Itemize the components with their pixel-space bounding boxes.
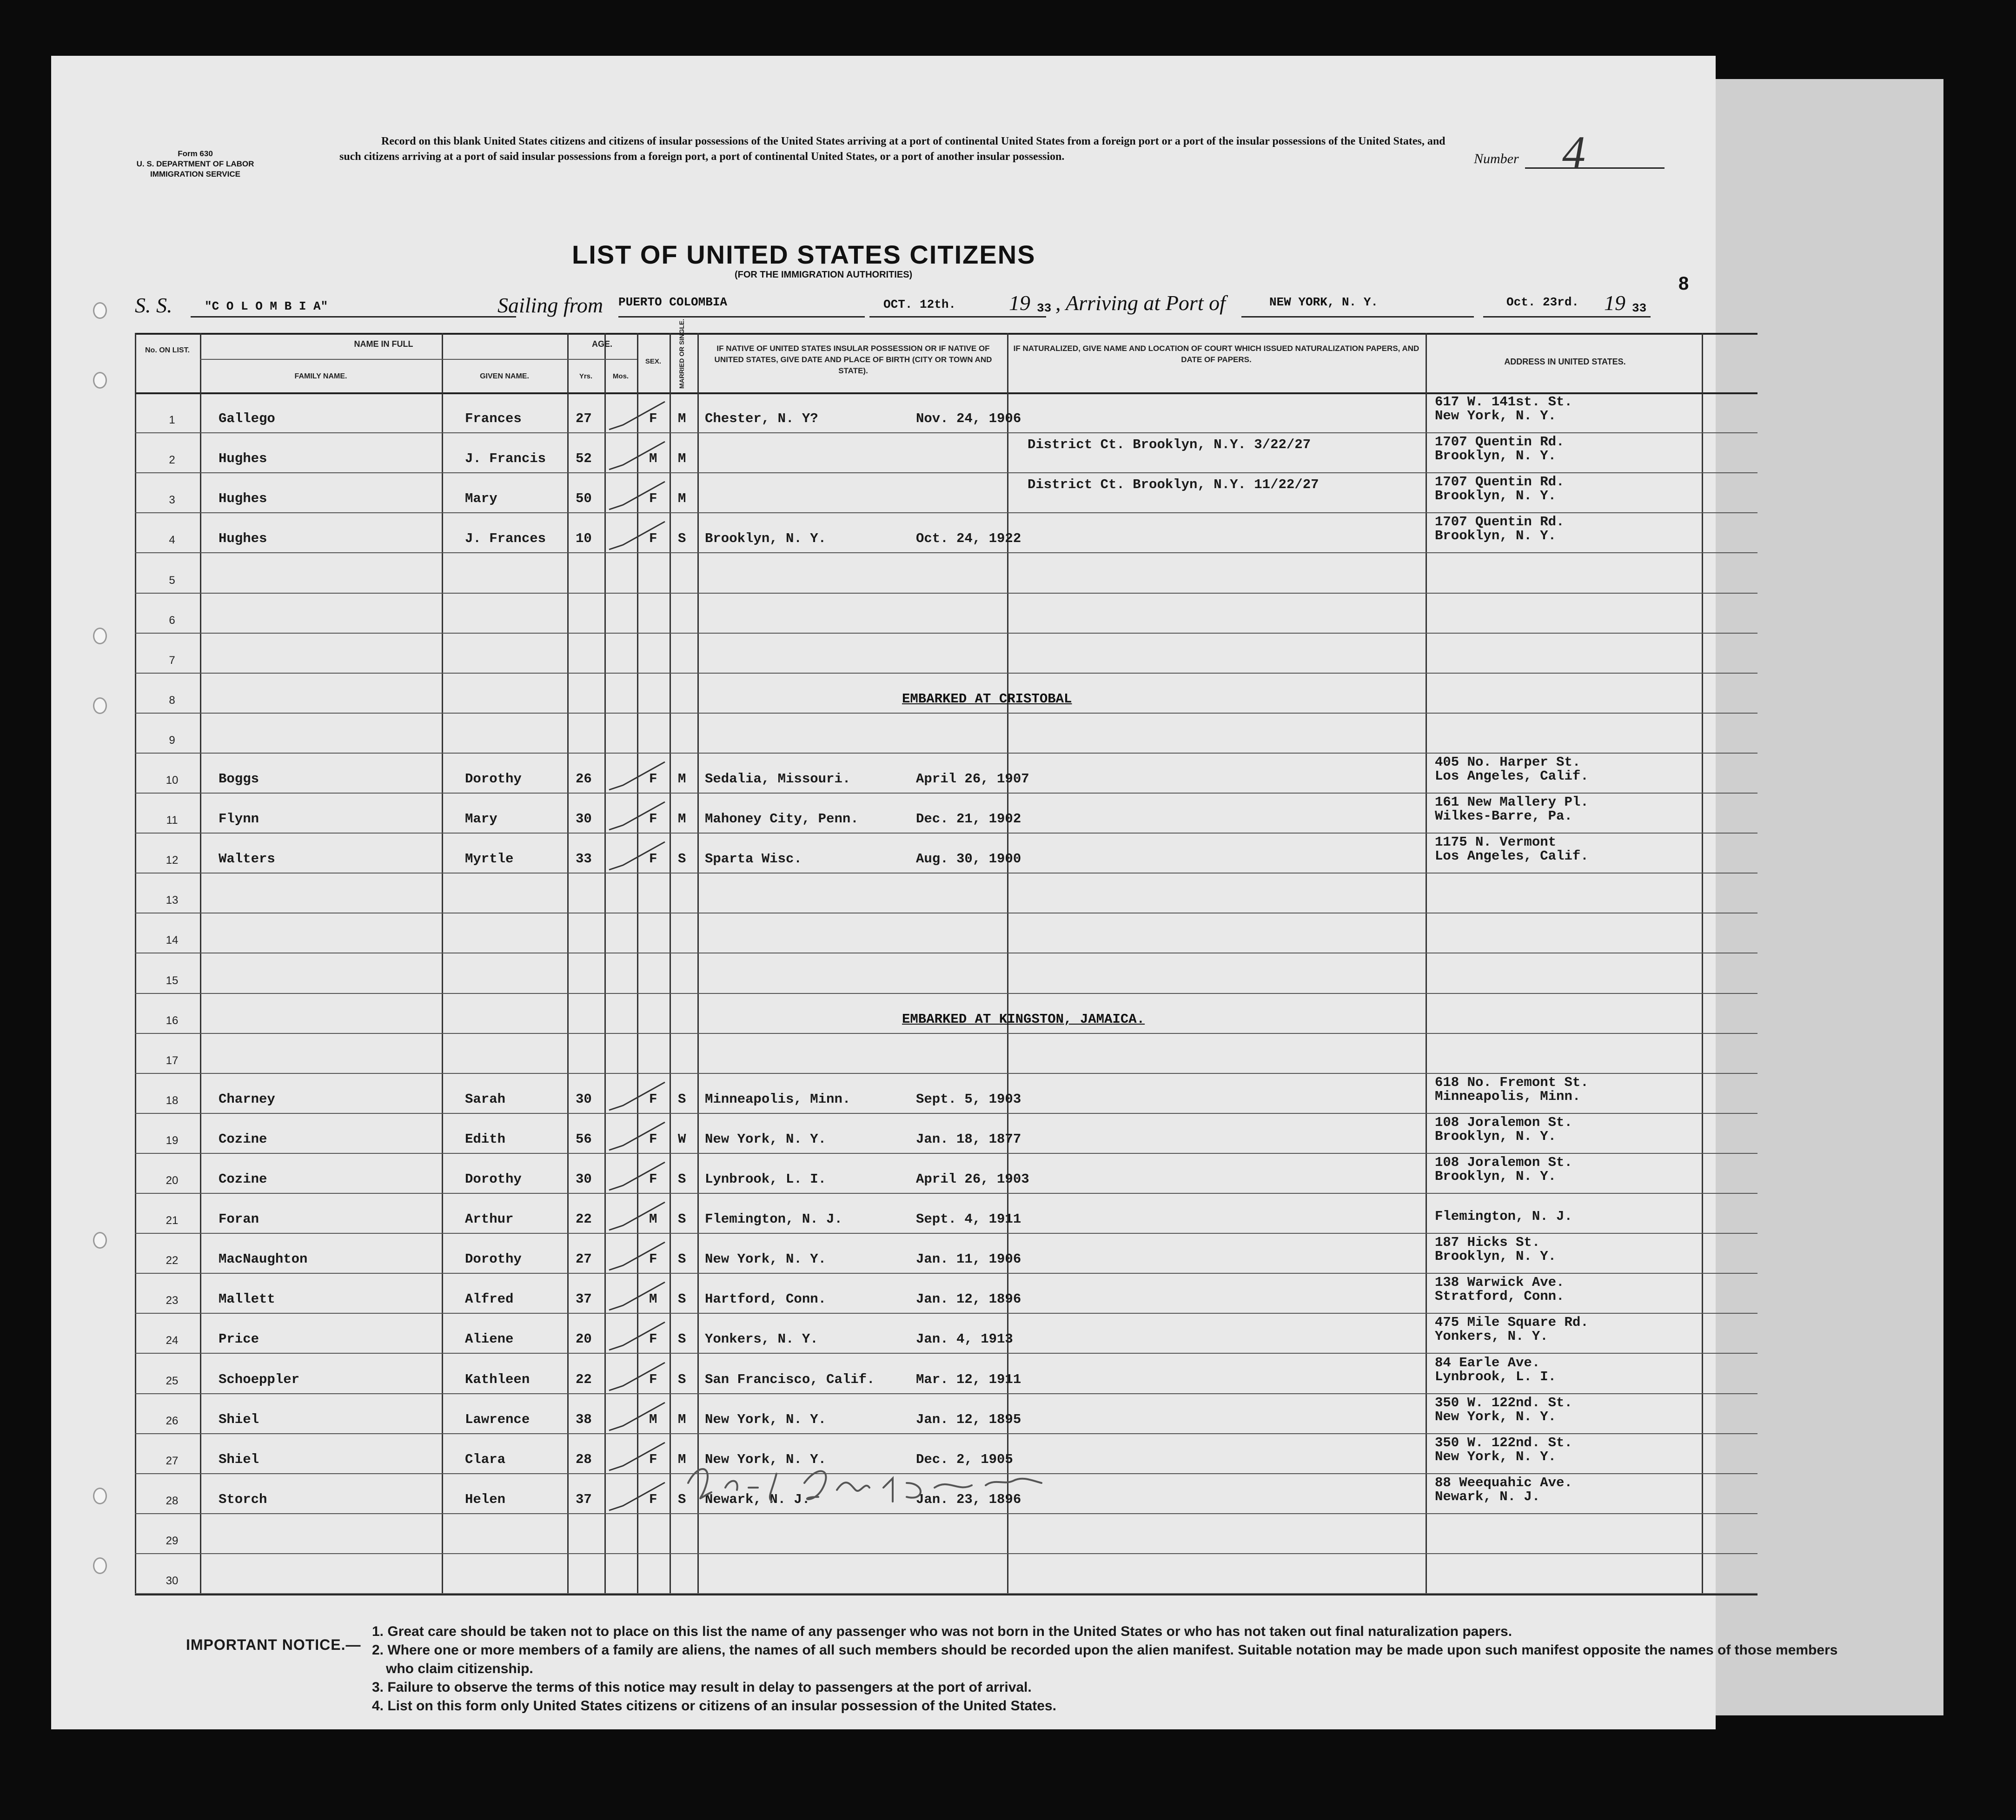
row-number: 24 bbox=[166, 1334, 179, 1347]
birth-date-cell: Jan. 23, 1896 bbox=[916, 1491, 1021, 1507]
birth-date-cell: Jan. 12, 1896 bbox=[916, 1291, 1021, 1307]
inspector-check-mark bbox=[604, 1238, 670, 1275]
marital-status-cell: S bbox=[678, 1291, 686, 1307]
birth-place-cell: New York, N. Y. bbox=[705, 1131, 827, 1147]
row-number: 2 bbox=[169, 454, 175, 467]
age-cell: 26 bbox=[576, 771, 592, 787]
inspector-check-mark bbox=[604, 437, 670, 474]
age-cell: 30 bbox=[576, 1091, 592, 1107]
marital-status-cell: S bbox=[678, 531, 686, 547]
age-cell: 22 bbox=[576, 1211, 592, 1227]
age-cell: 10 bbox=[576, 531, 592, 547]
row-number: 1 bbox=[169, 414, 175, 427]
address-line-2-cell: Brooklyn, N. Y. bbox=[1435, 1128, 1557, 1144]
birth-place-cell: Lynbrook, L. I. bbox=[705, 1171, 827, 1187]
col-given-name: GIVEN NAME. bbox=[480, 372, 529, 380]
marital-status-cell: S bbox=[678, 1251, 686, 1267]
sex-cell: F bbox=[649, 1371, 657, 1387]
family-name-cell: Cozine bbox=[219, 1171, 267, 1187]
given-name-cell: Myrtle bbox=[465, 851, 514, 867]
address-line-1-cell: 618 No. Fremont St. bbox=[1435, 1074, 1589, 1090]
address-line-2-cell: Wilkes-Barre, Pa. bbox=[1435, 808, 1572, 824]
family-name-cell: Shiel bbox=[219, 1411, 259, 1427]
address-line-1-cell: 350 W. 122nd. St. bbox=[1435, 1395, 1572, 1410]
address-line-2-cell: Newark, N. J. bbox=[1435, 1489, 1540, 1504]
service-name: IMMIGRATION SERVICE bbox=[150, 170, 240, 179]
birth-date-cell: April 26, 1903 bbox=[916, 1171, 1029, 1187]
naturalization-cell: District Ct. Brooklyn, N.Y. 3/22/27 bbox=[1028, 437, 1311, 453]
family-name-cell: Hughes bbox=[219, 451, 267, 467]
row-number: 4 bbox=[169, 534, 175, 547]
marital-status-cell: S bbox=[678, 1331, 686, 1347]
ship-name: "C O L O M B I A" bbox=[205, 299, 328, 313]
birth-date-cell: Jan. 12, 1895 bbox=[916, 1411, 1021, 1427]
inspector-signature bbox=[683, 1455, 1065, 1506]
address-line-2-cell: Brooklyn, N. Y. bbox=[1435, 1249, 1557, 1264]
age-cell: 50 bbox=[576, 491, 592, 507]
manifest-page bbox=[51, 56, 1838, 1729]
birth-date-cell: Sept. 4, 1911 bbox=[916, 1211, 1021, 1227]
age-cell: 22 bbox=[576, 1371, 592, 1387]
age-cell: 37 bbox=[576, 1491, 592, 1507]
address-line-1-cell: 108 Joralemon St. bbox=[1435, 1114, 1572, 1130]
arrival-year-prefix: 19 bbox=[1604, 291, 1625, 315]
given-name-cell: Dorothy bbox=[465, 771, 522, 787]
marital-status-cell: M bbox=[678, 411, 686, 427]
binder-hole bbox=[93, 697, 107, 714]
address-line-1-cell: 350 W. 122nd. St. bbox=[1435, 1435, 1572, 1450]
inspector-check-mark bbox=[604, 1198, 670, 1235]
given-name-cell: Dorothy bbox=[465, 1171, 522, 1187]
binder-hole bbox=[93, 302, 107, 319]
row-number: 7 bbox=[169, 654, 175, 667]
page-title: LIST OF UNITED STATES CITIZENS bbox=[572, 240, 1036, 269]
family-name-cell: Price bbox=[219, 1331, 259, 1347]
birth-place-cell: Hartford, Conn. bbox=[705, 1291, 827, 1307]
sailing-port: PUERTO COLOMBIA bbox=[618, 295, 728, 309]
family-name-cell: Shiel bbox=[219, 1451, 259, 1467]
given-name-cell: Aliene bbox=[465, 1331, 514, 1347]
form-number: Form 630 bbox=[178, 149, 213, 158]
sailing-year-prefix: 19 bbox=[1009, 291, 1030, 315]
address-line-2-cell: New York, N. Y. bbox=[1435, 1409, 1557, 1424]
sex-cell: F bbox=[649, 1251, 657, 1267]
birth-place-cell: New York, N. Y. bbox=[705, 1451, 827, 1467]
given-name-cell: J. Frances bbox=[465, 531, 546, 547]
given-name-cell: Sarah bbox=[465, 1091, 506, 1107]
sex-cell: F bbox=[649, 1091, 657, 1107]
notice-item-2: 2. Where one or more members of a family are aliens, the names of all such members should be recorded upon the alien manifest. Suitable notation may be made upon such manifest opposite the names of those members who claim citizenship. bbox=[372, 1642, 1838, 1676]
sex-cell: F bbox=[649, 1451, 657, 1467]
row-number: 29 bbox=[166, 1534, 179, 1547]
address-line-2-cell: Los Angeles, Calif. bbox=[1435, 848, 1589, 864]
row-number: 3 bbox=[169, 494, 175, 507]
age-cell: 52 bbox=[576, 451, 592, 467]
inspector-check-mark bbox=[604, 1078, 670, 1115]
address-line-2-cell: Flemington, N. J. bbox=[1435, 1209, 1572, 1224]
birth-date-cell: Mar. 12, 1911 bbox=[916, 1371, 1021, 1387]
birth-date-cell: Oct. 24, 1922 bbox=[916, 531, 1021, 547]
given-name-cell: Edith bbox=[465, 1131, 506, 1147]
birth-place-cell: Yonkers, N. Y. bbox=[705, 1331, 818, 1347]
naturalization-cell: District Ct. Brooklyn, N.Y. 11/22/27 bbox=[1028, 477, 1319, 493]
birth-place-cell: Chester, N. Y? bbox=[705, 411, 818, 427]
row-number: 27 bbox=[166, 1454, 179, 1467]
row-number: 5 bbox=[169, 574, 175, 587]
birth-date-cell: Aug. 30, 1900 bbox=[916, 851, 1021, 867]
address-line-2-cell: New York, N. Y. bbox=[1435, 1449, 1557, 1464]
col-birth: IF NATIVE OF UNITED STATES INSULAR POSSESSION OR IF NATIVE OF UNITED STATES, GIVE DATE AND PLACE OF BIRTH (CITY OR TOWN AND STATE). bbox=[714, 344, 992, 375]
section-heading: EMBARKED AT CRISTOBAL bbox=[902, 691, 1072, 707]
birth-place-cell: Sedalia, Missouri. bbox=[705, 771, 851, 787]
inspector-check-mark bbox=[604, 1438, 670, 1475]
sex-cell: F bbox=[649, 1491, 657, 1507]
birth-place-cell: Sparta Wisc. bbox=[705, 851, 802, 867]
row-number: 12 bbox=[166, 854, 179, 867]
row-number: 19 bbox=[166, 1134, 179, 1147]
address-line-1-cell: 1175 N. Vermont bbox=[1435, 834, 1557, 850]
age-cell: 30 bbox=[576, 1171, 592, 1187]
marital-status-cell: M bbox=[678, 771, 686, 787]
row-number: 9 bbox=[169, 734, 175, 747]
number-label: Number bbox=[1474, 151, 1519, 166]
sex-cell: F bbox=[649, 411, 657, 427]
family-name-cell: Flynn bbox=[219, 811, 259, 827]
address-line-1-cell: 475 Mile Square Rd. bbox=[1435, 1315, 1589, 1330]
age-cell: 30 bbox=[576, 811, 592, 827]
marital-status-cell: S bbox=[678, 1091, 686, 1107]
sex-cell: F bbox=[649, 851, 657, 867]
birth-place-cell: New York, N. Y. bbox=[705, 1411, 827, 1427]
address-line-1-cell: 138 Warwick Ave. bbox=[1435, 1275, 1565, 1291]
sex-cell: F bbox=[649, 1171, 657, 1187]
page-subtitle: (FOR THE IMMIGRATION AUTHORITIES) bbox=[735, 270, 913, 280]
row-number: 16 bbox=[166, 1014, 179, 1027]
sailing-date: OCT. 12th. bbox=[883, 298, 956, 311]
address-line-1-cell: 617 W. 141st. St. bbox=[1435, 394, 1572, 410]
given-name-cell: Alfred bbox=[465, 1291, 514, 1307]
marital-status-cell: M bbox=[678, 1411, 686, 1427]
address-line-1-cell: 88 Weequahic Ave. bbox=[1435, 1475, 1572, 1490]
row-number: 11 bbox=[166, 814, 178, 827]
inspector-check-mark bbox=[604, 1277, 670, 1315]
inspector-check-mark bbox=[604, 1317, 670, 1355]
address-line-2-cell: New York, N. Y. bbox=[1435, 408, 1557, 424]
family-name-cell: Hughes bbox=[219, 531, 267, 547]
row-number: 17 bbox=[166, 1054, 179, 1067]
address-line-1-cell: 161 New Mallery Pl. bbox=[1435, 794, 1589, 810]
col-sex: SEX. bbox=[645, 357, 662, 365]
notice-item-4: 4. List on this form only United States citizens or citizens of an insular possession of the United States. bbox=[372, 1698, 1056, 1714]
birth-date-cell: Nov. 24, 1906 bbox=[916, 411, 1021, 427]
sex-cell: F bbox=[649, 811, 657, 827]
marital-status-cell: M bbox=[678, 451, 686, 467]
row-number: 18 bbox=[166, 1094, 179, 1107]
marital-status-cell: S bbox=[678, 1491, 686, 1507]
address-line-2-cell: Stratford, Conn. bbox=[1435, 1289, 1565, 1304]
binder-hole bbox=[93, 1488, 107, 1504]
sex-cell: M bbox=[649, 1211, 657, 1227]
age-cell: 28 bbox=[576, 1451, 592, 1467]
family-name-cell: Boggs bbox=[219, 771, 259, 787]
inspector-check-mark bbox=[604, 1118, 670, 1155]
family-name-cell: Charney bbox=[219, 1091, 275, 1107]
sheet-number: 8 bbox=[1678, 273, 1689, 294]
marital-status-cell: S bbox=[678, 1171, 686, 1187]
family-name-cell: Cozine bbox=[219, 1131, 267, 1147]
row-number: 21 bbox=[166, 1214, 179, 1227]
inspector-check-mark bbox=[604, 1478, 670, 1515]
sex-cell: M bbox=[649, 451, 657, 467]
birth-place-cell: Flemington, N. J. bbox=[705, 1211, 842, 1227]
inspector-check-mark bbox=[604, 1358, 670, 1395]
age-cell: 56 bbox=[576, 1131, 592, 1147]
list-number: 4 bbox=[1562, 126, 1585, 178]
form-identifier bbox=[102, 149, 288, 179]
notice-lead: IMPORTANT NOTICE.— bbox=[186, 1636, 361, 1653]
sex-cell: F bbox=[649, 491, 657, 507]
address-line-1-cell: 1707 Quentin Rd. bbox=[1435, 474, 1565, 490]
address-line-1-cell: 108 Joralemon St. bbox=[1435, 1155, 1572, 1170]
birth-date-cell: Jan. 11, 1906 bbox=[916, 1251, 1021, 1267]
birth-place-cell: Newark, N. J. bbox=[705, 1491, 810, 1507]
sex-cell: M bbox=[649, 1411, 657, 1427]
marital-status-cell: S bbox=[678, 1211, 686, 1227]
given-name-cell: Lawrence bbox=[465, 1411, 530, 1427]
notice-item-3: 3. Failure to observe the terms of this notice may result in delay to passengers at the port of arrival. bbox=[372, 1680, 1032, 1695]
arrival-date: Oct. 23rd. bbox=[1506, 295, 1579, 309]
family-name-cell: Hughes bbox=[219, 491, 267, 507]
given-name-cell: Frances bbox=[465, 411, 522, 427]
inspector-check-mark bbox=[604, 797, 670, 834]
address-line-1-cell: 1707 Quentin Rd. bbox=[1435, 434, 1565, 450]
given-name-cell: Clara bbox=[465, 1451, 506, 1467]
birth-date-cell: Dec. 21, 1902 bbox=[916, 811, 1021, 827]
passenger-table bbox=[135, 318, 1757, 1594]
family-name-cell: Schoeppler bbox=[219, 1371, 300, 1387]
sailing-label: Sailing from bbox=[497, 293, 603, 317]
inspector-check-mark bbox=[604, 837, 670, 874]
given-name-cell: Mary bbox=[465, 491, 497, 507]
col-name-in-full: NAME IN FULL bbox=[354, 339, 413, 349]
row-number: 10 bbox=[166, 774, 179, 787]
marital-status-cell: W bbox=[678, 1131, 686, 1147]
address-line-2-cell: Brooklyn, N. Y. bbox=[1435, 448, 1557, 464]
col-address: ADDRESS IN UNITED STATES. bbox=[1504, 357, 1626, 366]
row-number: 22 bbox=[166, 1254, 179, 1267]
age-cell: 33 bbox=[576, 851, 592, 867]
sex-cell: F bbox=[649, 1131, 657, 1147]
row-number: 13 bbox=[166, 894, 179, 907]
address-line-1-cell: 1707 Quentin Rd. bbox=[1435, 514, 1565, 530]
marital-status-cell: M bbox=[678, 491, 686, 507]
inspector-check-mark bbox=[604, 517, 670, 554]
arrival-year-suffix: 33 bbox=[1632, 301, 1647, 315]
inspector-check-mark bbox=[604, 397, 670, 434]
arriving-label: , Arriving at Port of bbox=[1055, 291, 1226, 315]
col-age-yrs: Yrs. bbox=[579, 372, 593, 380]
col-family-name: FAMILY NAME. bbox=[294, 372, 347, 380]
notice-item-1: 1. Great care should be taken not to place on this list the name of any passenger who was not born in the United States or who has not taken out final naturalization papers. bbox=[372, 1624, 1512, 1639]
given-name-cell: J. Francis bbox=[465, 451, 546, 467]
row-number: 20 bbox=[166, 1174, 179, 1187]
sex-cell: F bbox=[649, 531, 657, 547]
address-line-2-cell: Yonkers, N. Y. bbox=[1435, 1329, 1548, 1344]
birth-place-cell: Brooklyn, N. Y. bbox=[705, 531, 827, 547]
binder-hole bbox=[93, 1232, 107, 1249]
form-instruction: Record on this blank United States citizens and citizens of insular possessions of the United States arriving at a port of continental United States from a foreign port or a port of the insular possessions of the United States, and such citizens arriving at a port of said insular possessions from a foreign port, a port of continental United States, or a port of another insular possession. bbox=[339, 135, 1446, 163]
address-line-2-cell: Los Angeles, Calif. bbox=[1435, 768, 1589, 784]
family-name-cell: Mallett bbox=[219, 1291, 275, 1307]
age-cell: 20 bbox=[576, 1331, 592, 1347]
col-no-on-list: No. ON LIST. bbox=[145, 346, 190, 354]
address-line-2-cell: Brooklyn, N. Y. bbox=[1435, 528, 1557, 544]
address-line-1-cell: 405 No. Harper St. bbox=[1435, 754, 1581, 770]
address-line-1-cell: 187 Hicks St. bbox=[1435, 1235, 1540, 1251]
row-number: 14 bbox=[166, 934, 179, 947]
family-name-cell: Gallego bbox=[219, 411, 275, 427]
col-married-single: MARRIED OR SINGLE. bbox=[678, 318, 685, 389]
col-naturalization: IF NATURALIZED, GIVE NAME AND LOCATION OF COURT WHICH ISSUED NATURALIZATION PAPERS, AND DATE OF PAPERS. bbox=[1013, 344, 1419, 364]
given-name-cell: Kathleen bbox=[465, 1371, 530, 1387]
department-name: U. S. DEPARTMENT OF LABOR bbox=[136, 159, 254, 168]
birth-date-cell: April 26, 1907 bbox=[916, 771, 1029, 787]
arrival-port: NEW YORK, N. Y. bbox=[1269, 295, 1379, 309]
sex-cell: F bbox=[649, 771, 657, 787]
birth-place-cell: New York, N. Y. bbox=[705, 1251, 827, 1267]
birth-place-cell: San Francisco, Calif. bbox=[705, 1371, 875, 1387]
binder-hole bbox=[93, 1557, 107, 1574]
given-name-cell: Dorothy bbox=[465, 1251, 522, 1267]
section-heading: EMBARKED AT KINGSTON, JAMAICA. bbox=[902, 1011, 1145, 1027]
age-cell: 37 bbox=[576, 1291, 592, 1307]
row-number: 25 bbox=[166, 1374, 179, 1387]
address-line-2-cell: Lynbrook, L. I. bbox=[1435, 1369, 1557, 1384]
binder-hole bbox=[93, 372, 107, 389]
family-name-cell: Walters bbox=[219, 851, 275, 867]
sex-cell: F bbox=[649, 1331, 657, 1347]
given-name-cell: Arthur bbox=[465, 1211, 514, 1227]
marital-status-cell: M bbox=[678, 811, 686, 827]
marital-status-cell: S bbox=[678, 851, 686, 867]
address-line-1-cell: 84 Earle Ave. bbox=[1435, 1355, 1540, 1370]
row-number: 6 bbox=[169, 614, 175, 627]
address-line-2-cell: Brooklyn, N. Y. bbox=[1435, 1169, 1557, 1184]
sex-cell: M bbox=[649, 1291, 657, 1307]
age-cell: 38 bbox=[576, 1411, 592, 1427]
inspector-check-mark bbox=[604, 1158, 670, 1195]
marital-status-cell: S bbox=[678, 1371, 686, 1387]
given-name-cell: Mary bbox=[465, 811, 497, 827]
birth-place-cell: Minneapolis, Minn. bbox=[705, 1091, 851, 1107]
sailing-year-suffix: 33 bbox=[1037, 301, 1052, 315]
address-line-2-cell: Minneapolis, Minn. bbox=[1435, 1088, 1581, 1104]
family-name-cell: Storch bbox=[219, 1491, 267, 1507]
row-number: 28 bbox=[166, 1494, 179, 1507]
birth-date-cell: Dec. 2, 1905 bbox=[916, 1451, 1013, 1467]
inspector-check-mark bbox=[604, 757, 670, 794]
ss-label: S. S. bbox=[135, 293, 172, 317]
row-number: 30 bbox=[166, 1575, 179, 1587]
birth-place-cell: Mahoney City, Penn. bbox=[705, 811, 859, 827]
col-age: AGE. bbox=[591, 339, 612, 349]
marital-status-cell: M bbox=[678, 1451, 686, 1467]
inspector-check-mark bbox=[604, 1398, 670, 1435]
inspector-check-mark bbox=[604, 477, 670, 514]
age-cell: 27 bbox=[576, 411, 592, 427]
binder-hole bbox=[93, 628, 107, 644]
col-age-mos: Mos. bbox=[612, 372, 629, 380]
row-number: 8 bbox=[169, 694, 175, 707]
family-name-cell: Foran bbox=[219, 1211, 259, 1227]
birth-date-cell: Jan. 4, 1913 bbox=[916, 1331, 1013, 1347]
age-cell: 27 bbox=[576, 1251, 592, 1267]
family-name-cell: MacNaughton bbox=[219, 1251, 308, 1267]
birth-date-cell: Sept. 5, 1903 bbox=[916, 1091, 1021, 1107]
row-number: 23 bbox=[166, 1294, 179, 1307]
address-line-2-cell: Brooklyn, N. Y. bbox=[1435, 488, 1557, 504]
birth-date-cell: Jan. 18, 1877 bbox=[916, 1131, 1021, 1147]
row-number: 15 bbox=[166, 974, 179, 987]
row-number: 26 bbox=[166, 1414, 179, 1427]
given-name-cell: Helen bbox=[465, 1491, 506, 1507]
